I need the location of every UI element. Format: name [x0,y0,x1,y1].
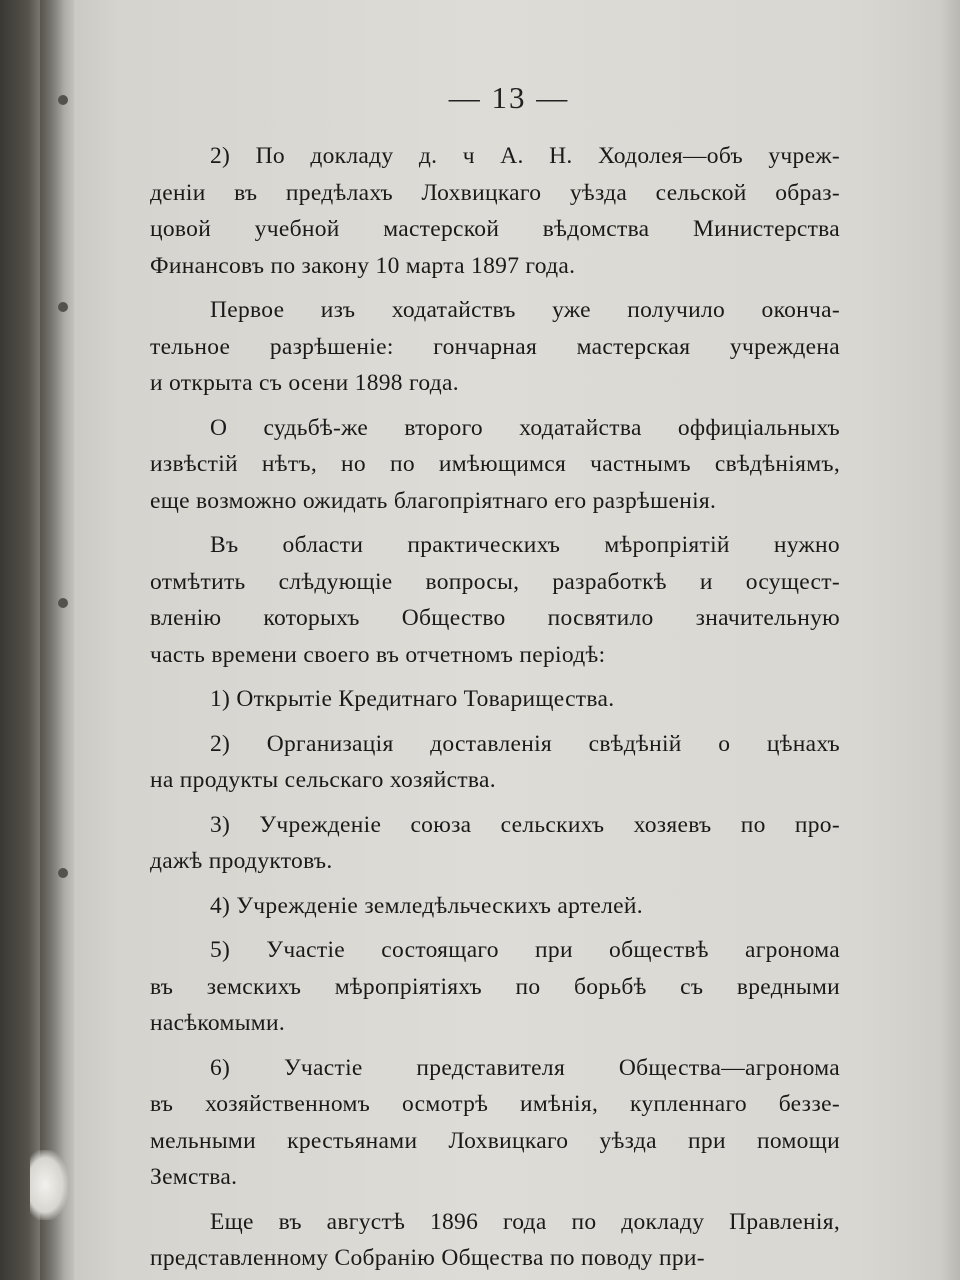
text-line: цовой учебной мастерской вѣдомства Министерства [150,216,840,242]
text-line: Земства. [150,1164,238,1190]
text-line: Въ области практическихъ мѣропріятій нужно [210,532,840,558]
text-line: дажѣ продуктовъ. [150,848,333,874]
text-line: 3) Учрежденіе союза сельскихъ хозяевъ по про- [210,811,840,838]
text-line: Первое изъ ходатайствъ уже получило оконча- [210,297,840,323]
text-line: и открыта съ осени 1898 года. [150,370,459,396]
text-line: 2) Организація доставленія свѣдѣній о цѣнахъ [210,730,840,757]
paragraph [150,292,840,402]
paragraph [150,807,840,880]
paragraph [150,1204,840,1277]
binding-stitch [58,598,68,608]
text-line: Еще въ августѣ 1896 года по докладу Правленія, [210,1208,840,1235]
text-line: 1) Открытіе Кредитнаго Товарищества. [210,686,615,712]
text-line: въ земскихъ мѣропріятіяхъ по борьбѣ съ вредными [150,973,840,1000]
text-line: часть времени своего въ отчетномъ періодѣ: [150,641,606,668]
text-line: 4) Учрежденіе земледѣльческихъ артелей. [210,892,643,919]
text-line: О судьбѣ-же второго ходатайства оффиціальныхъ [210,414,840,441]
text-line: 2) По докладу д. ч А. Н. Ходолея—объ учреж- [210,143,840,169]
text-line: мельными крестьянами Лохвицкаго уѣзда при помощи [150,1127,840,1154]
text-line: представленному Собранію Общества по поводу при- [150,1245,705,1271]
binding-stitch [58,302,68,312]
text-line: на продукты сельскаго хозяйства. [150,767,496,793]
text-line: вленію которыхъ Общество посвятило значительную [150,605,840,631]
text-line: еще возможно ожидать благопріятнаго его разрѣшенія. [150,487,717,514]
paragraph [150,888,840,925]
paragraph [150,138,840,284]
paper-tear [30,1150,68,1220]
paragraph [150,681,840,718]
text-line: Финансовъ по закону 10 марта 1897 года. [150,252,576,279]
binding-stitch [58,868,68,878]
paragraph [150,527,840,673]
text-line: въ хозяйственномъ осмотрѣ имѣнія, купленнаго беззе- [150,1091,840,1117]
body-text [150,138,840,1277]
paragraph [150,410,840,520]
text-line: деніи въ предѣлахъ Лохвицкаго уѣзда сельской образ- [150,179,840,206]
text-line: 5) Участіе состоящаго при обществѣ агронома [210,937,840,963]
text-line: извѣстій нѣтъ, но по имѣющимся частнымъ свѣдѣніямъ, [150,451,840,477]
text-line: насѣкомыми. [150,1010,286,1036]
paragraph [150,932,840,1042]
text-line: отмѣтить слѣдующіе вопросы, разработкѣ и осущест- [150,568,840,595]
paragraph [150,726,840,799]
paragraph [150,1050,840,1196]
book-spine [40,0,74,1280]
document-page [150,80,840,1280]
text-line: тельное разрѣшеніе: гончарная мастерская учреждена [150,333,840,360]
page-number: — 13 — [448,80,570,115]
binding-stitch [58,95,68,105]
text-line: 6) Участіе представителя Общества—агронома [210,1054,840,1081]
